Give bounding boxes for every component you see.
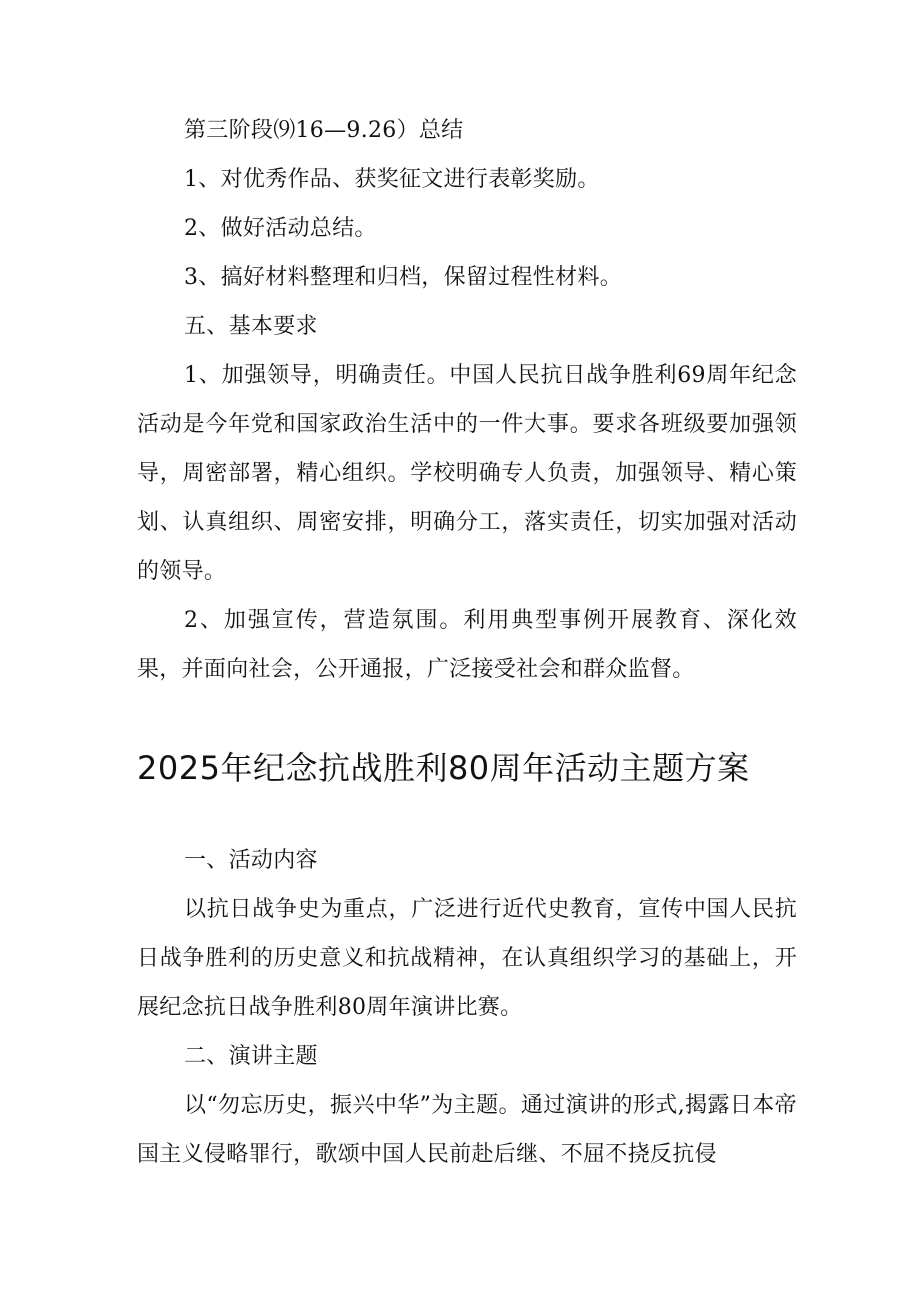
section-heading-content: 一、活动内容	[184, 848, 318, 873]
section-heading-theme: 二、演讲主题	[184, 1044, 318, 1069]
list-item: 3、搞好材料整理和归档，保留过程性材料。	[184, 265, 622, 290]
phase-three-heading: 第三阶段⑼16—9.26）总结	[184, 118, 464, 143]
paragraph: 1、加强领导，明确责任。中国人民抗日战争胜利69周年纪念活动是今年党和国家政治生活中的一件大事。要求各班级要加强领导，周密部署，精心组织。学校明确专人负责，加强领导、精心策划、认真组织、周密安排，明确分工，落实责任，切实加强对活动的领导。	[137, 363, 797, 584]
section-top	[137, 106, 797, 694]
section-bottom	[137, 836, 797, 1179]
paragraph: 以“勿忘历史，振兴中华”为主题。通过演讲的形式,揭露日本帝国主义侵略罪行，歌颂中国人民前赴后继、不屈不挠反抗侵	[137, 1093, 797, 1167]
section-heading-requirements: 五、基本要求	[184, 314, 318, 339]
paragraph: 以抗日战争史为重点，广泛进行近代史教育，宣传中国人民抗日战争胜利的历史意义和抗战精神，在认真组织学习的基础上，开展纪念抗日战争胜利80周年演讲比赛。	[137, 897, 797, 1020]
list-item: 2、做好活动总结。	[184, 216, 377, 241]
document-title: 2025年纪念抗战胜利80周年活动主题方案	[137, 749, 750, 787]
list-item: 1、对优秀作品、获奖征文进行表彰奖励。	[184, 167, 600, 192]
paragraph: 2、加强宣传，营造氛围。利用典型事例开展教育、深化效果，并面向社会，公开通报，广泛接受社会和群众监督。	[137, 608, 797, 682]
